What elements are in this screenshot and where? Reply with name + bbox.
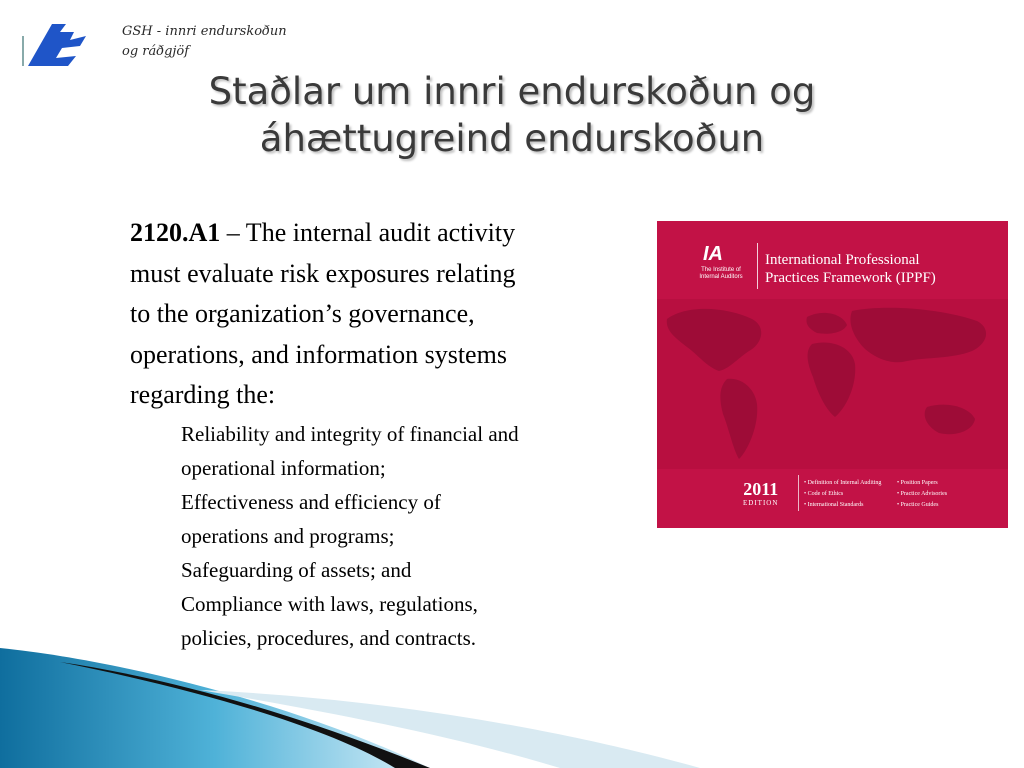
cover-list-right bbox=[897, 478, 947, 511]
cover-list-item: • International Standards bbox=[804, 502, 864, 508]
cover-list-item: • Position Papers bbox=[897, 480, 938, 486]
sub-item: Safeguarding of assets; and bbox=[181, 558, 412, 582]
title-line2: áhættugreind endurskoðun bbox=[259, 117, 765, 160]
cover-title bbox=[765, 251, 936, 287]
sub-item-list bbox=[181, 417, 651, 655]
standard-line-4: regarding the: bbox=[130, 380, 276, 409]
standard-line-2: to the organization’s governance, bbox=[130, 299, 475, 328]
iia-logo-org: The Institute of Internal Auditors bbox=[699, 267, 743, 280]
iia-logo-mark: IA bbox=[703, 243, 723, 265]
sub-item: Reliability and integrity of financial and bbox=[181, 422, 519, 446]
sub-item: Compliance with laws, regulations, bbox=[181, 592, 478, 616]
slide-title bbox=[90, 68, 934, 162]
cover-edition-label: EDITION bbox=[743, 499, 779, 507]
cover-edition-divider bbox=[798, 475, 799, 511]
iia-logo bbox=[693, 243, 749, 289]
logo-line1: GSH - innri endurskoðun bbox=[122, 24, 287, 39]
cover-list-item: • Practice Advisories bbox=[897, 491, 948, 497]
standard-text bbox=[130, 213, 650, 416]
cover-divider bbox=[757, 243, 758, 289]
cover-list-item: • Practice Guides bbox=[897, 502, 939, 508]
cover-title-line2: Practices Framework (IPPF) bbox=[765, 270, 936, 286]
gsh-logo-icon bbox=[22, 18, 92, 70]
cover-year: 2011 bbox=[743, 479, 779, 499]
cover-list-left bbox=[804, 478, 881, 511]
ippf-book-cover bbox=[657, 221, 1008, 528]
sub-item: operational information; bbox=[181, 456, 386, 480]
sub-item: operations and programs; bbox=[181, 524, 395, 548]
cover-title-line1: International Professional bbox=[765, 252, 920, 268]
cover-edition bbox=[743, 479, 778, 507]
standard-first-line bbox=[130, 213, 650, 254]
standard-line-0: – The internal audit activity bbox=[220, 218, 516, 247]
standard-line-1: must evaluate risk exposures relating bbox=[130, 258, 516, 288]
sub-item: Effectiveness and efficiency of bbox=[181, 490, 441, 514]
company-logo bbox=[22, 18, 287, 70]
cover-list-item: • Code of Ethics bbox=[804, 491, 844, 497]
cover-list-item: • Definition of Internal Auditing bbox=[804, 480, 882, 486]
sub-item: policies, procedures, and contracts. bbox=[181, 626, 477, 650]
standard-line-3: operations, and information systems bbox=[130, 339, 507, 369]
standard-code: 2120.A1 bbox=[130, 218, 221, 247]
world-map-image bbox=[657, 299, 1008, 469]
logo-line2: og ráðgjöf bbox=[122, 44, 190, 59]
title-line1: Staðlar um innri endurskoðun og bbox=[208, 70, 816, 113]
